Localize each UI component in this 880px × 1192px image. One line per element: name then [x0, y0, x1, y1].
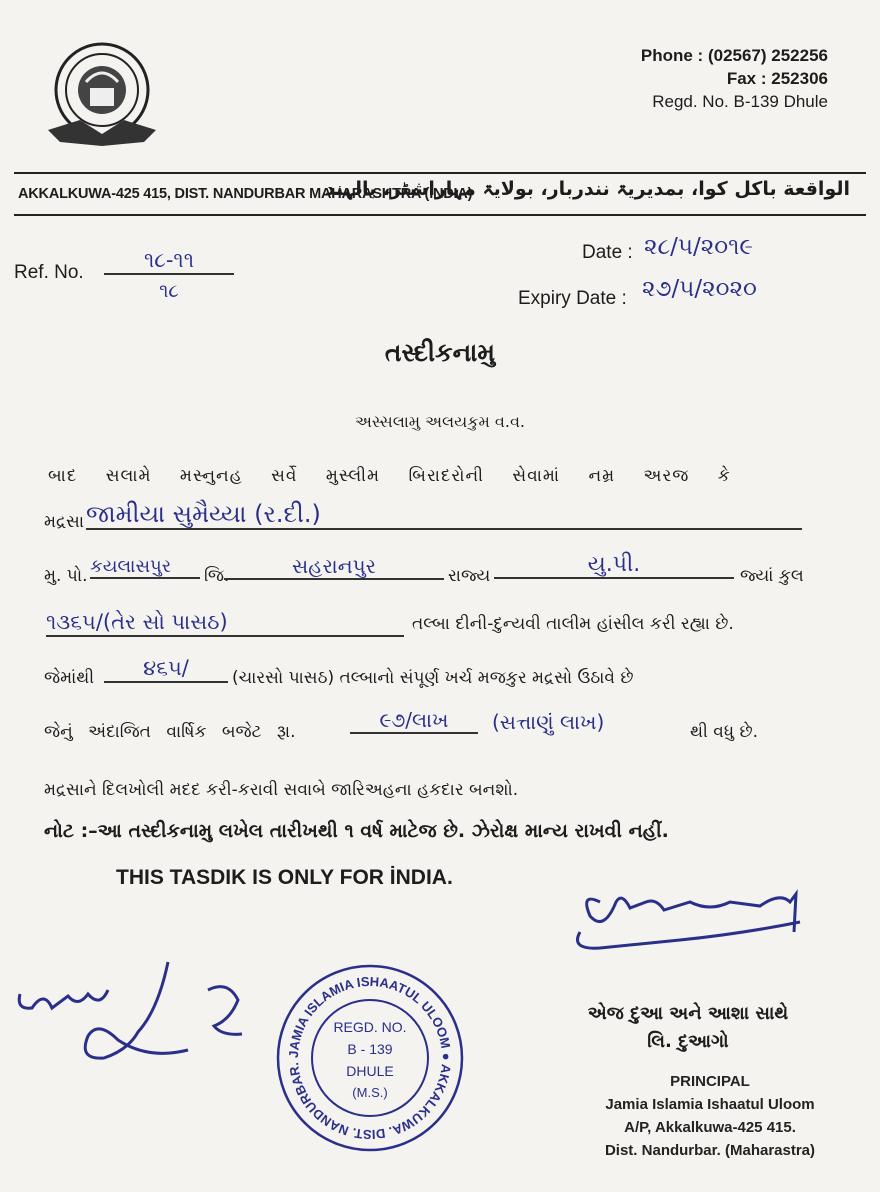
principal-addr1: A/P, Akkalkuwa-425 415.: [624, 1119, 796, 1136]
budget-suffix: થી વધુ છે.: [690, 722, 759, 742]
expiry-label: Expiry Date :: [518, 288, 627, 309]
of-which-label: જેમાંથી: [44, 668, 95, 688]
stamp-city: DHULE: [346, 1063, 394, 1079]
body-line-5-text: (ચારસો પાસઠ) તલ્બાનો સંપૂર્ણ ખર્ચ મજકુર મદ્રસો ઉઠાવે છે: [232, 668, 634, 688]
secretary-signature: [8, 950, 258, 1080]
budget-label: જેનું અંદાજિત વાર્ષિક બજેટ રૂા.: [44, 722, 296, 742]
address-urdu: الواقعة باکل کوا، بمدیریۃ نندربار، بولایۃ مہاراشٹر، بالہند: [324, 178, 850, 200]
body-line-4-text: તલ્બા દીની-દુન્યવી તાલીમ હાંસીલ કરી રહ્યા છે.: [412, 614, 734, 634]
date-value: ૨૮/૫/૨૦૧૯: [644, 234, 753, 260]
phone-number: (02567) 252256: [707, 46, 828, 65]
phone-label: Phone :: [640, 46, 704, 65]
madrasa-label: મદ્રસા: [44, 512, 84, 532]
principal-signature: [560, 872, 820, 962]
state-label: રાજ્ય: [448, 566, 491, 586]
total-label: જ્યાં કુલ: [740, 566, 804, 586]
body-line-1-text: બાદ સલામે મસ્નુનહ સર્વે મુસ્લીમ બિરાદરોની સેવામાં નમ્ર અરજ કે: [48, 466, 731, 486]
principal-addr2: Dist. Nandurbar. (Maharastra): [604, 1142, 816, 1159]
stamp-state: (M.S.): [352, 1085, 388, 1100]
institution-logo: [40, 34, 168, 150]
address-english: AKKALKUWA-425 415, DIST. NANDURBAR MAHARASHTRA (INDIA): [18, 186, 473, 202]
budget-value-words: (સત્તાણું લાખ): [492, 710, 605, 734]
state-value: યુ.પી.: [494, 552, 734, 579]
district-value: સહરાનપુર: [224, 554, 444, 580]
expiry-value: ૨૭/૫/૨૦૨૦: [642, 276, 757, 302]
principal-title: PRINCIPAL: [670, 1073, 750, 1090]
ref-value-top: ૧૮-૧૧: [104, 248, 234, 275]
greeting: અસ્સલામુ અલયકુમ વ.વ.: [354, 412, 526, 431]
validity-note: નોટ :–આ તસ્દીકનામુ લખેલ તારીખથી ૧ વર્ષ માટેજ છે. ઝેરોક્ષ માન્ય રાખવી નહીં.: [44, 820, 669, 842]
header-rule-bottom: [14, 214, 866, 216]
registration-number: Regd. No. B-139 Dhule: [652, 92, 828, 111]
body-line-7: મદ્રસાને દિલખોલી મદદ કરી-કરાવી સવાબે જારિઅહના હકદાર બનશો.: [44, 780, 519, 800]
principal-org: Jamia Islamia Ishaatul Uloom: [605, 1096, 815, 1113]
post-label: મુ. પો.: [44, 566, 88, 586]
post-value: કયલાસપુર: [90, 556, 200, 579]
principal-block: [574, 1070, 846, 1162]
contact-info: [641, 44, 828, 113]
closing-dua: એજ દુઆ અને આશા સાથે: [587, 1003, 789, 1024]
closing-block: [548, 1000, 828, 1056]
fax-number: 252306: [771, 69, 828, 88]
fax-label: Fax :: [726, 69, 767, 88]
closing-li: લિ. દુઆગો: [647, 1031, 729, 1052]
stamp-number: B - 139: [347, 1041, 393, 1057]
body-line-1: [48, 466, 808, 486]
document-title: તસ્દીકનામુ: [384, 338, 496, 367]
district-label: જિ.: [204, 566, 230, 586]
india-only-note: THIS TASDIK IS ONLY FOR İNDIA.: [116, 866, 453, 889]
sponsored-students-value: ૪૬૫/: [104, 656, 228, 683]
total-students-value: ૧૩૬૫/(તેર સો પાસઠ): [46, 610, 404, 637]
stamp-ring-text: JAMIA ISLAMIA ISHAATUL ULOOM ● AKKALKUWA. DIST. NANDURBAR.: [285, 973, 455, 1143]
budget-value: ૯૭/લાખ: [350, 708, 478, 734]
official-stamp: [272, 960, 468, 1156]
ref-label: Ref. No.: [14, 262, 84, 283]
stamp-regd: REGD. NO.: [333, 1019, 407, 1035]
ref-value-bottom: ૧૮: [159, 280, 179, 302]
header-rule-top: [14, 172, 866, 174]
madrasa-name: જામીયા સુમૈય્યા (ર.દી.): [86, 500, 802, 530]
date-label: Date :: [582, 242, 633, 263]
